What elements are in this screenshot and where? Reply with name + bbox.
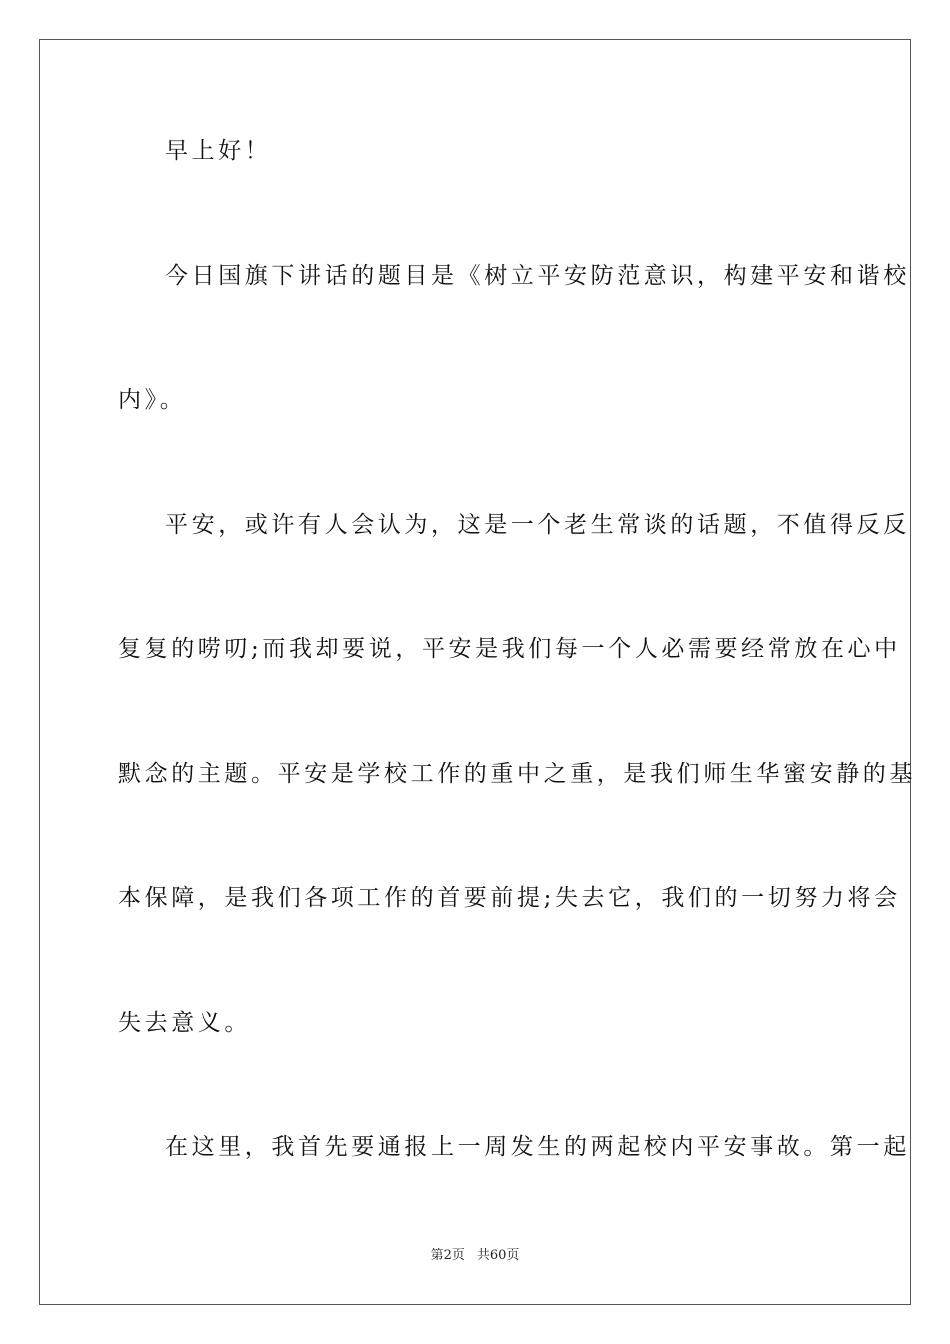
text-line: 平安，或许有人会认为，这是一个老生常谈的话题，不值得反反 [165, 512, 910, 538]
text-line: 默念的主题。平安是学校工作的重中之重，是我们师生华蜜安静的基 [118, 761, 916, 787]
text-line: 失去意义。 [118, 1010, 251, 1036]
page-border [39, 39, 916, 1305]
page-total: 共60页 [476, 1248, 520, 1263]
text-line: 内》。 [118, 387, 187, 413]
text-line: 复复的唠叨;而我却要说，平安是我们每一个人必需要经常放在心中 [118, 636, 901, 662]
text-line-greeting: 早上好！ [165, 138, 272, 164]
text-line: 本保障，是我们各项工作的首要前提;失去它，我们的一切努力将会 [118, 885, 901, 911]
text-line: 在这里，我首先要通报上一周发生的两起校内平安事故。第一起 [165, 1134, 910, 1160]
page-footer [0, 1247, 950, 1265]
text-line: 今日国旗下讲话的题目是《树立平安防范意识，构建平安和谐校 [165, 263, 910, 289]
page-number: 第2页 [430, 1248, 465, 1263]
